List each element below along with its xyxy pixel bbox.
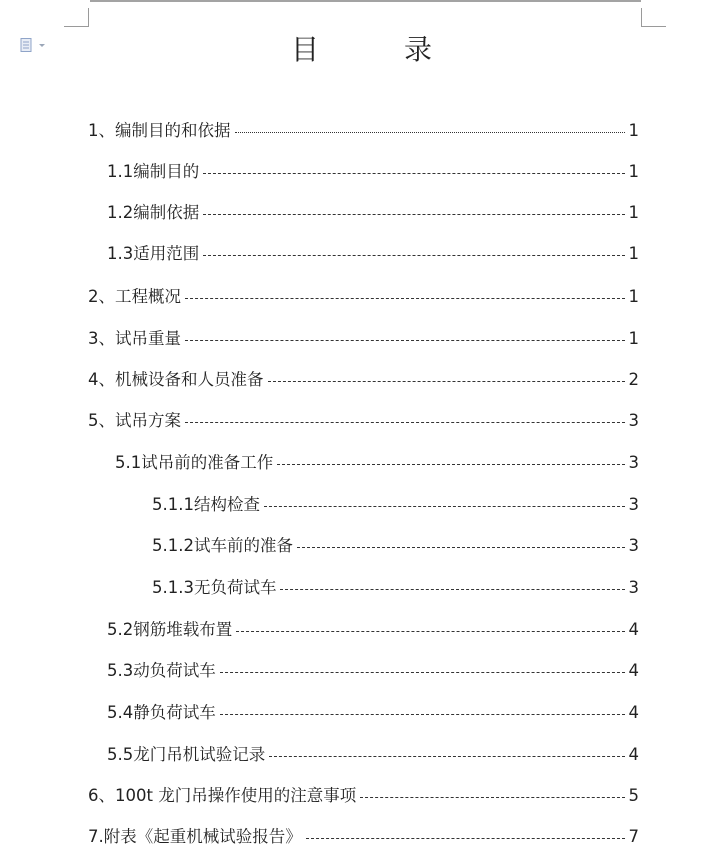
toc-leader (269, 756, 624, 757)
toc-leader (203, 255, 624, 256)
toc-entry-5-2[interactable] (107, 619, 639, 641)
toc-leader (185, 340, 625, 341)
toc-entry-1[interactable] (88, 120, 639, 142)
toc-leader (264, 506, 625, 507)
toc-entry-page: 3 (628, 411, 639, 430)
toc-leader (235, 132, 625, 133)
toc-leader (236, 631, 624, 632)
toc-entry-5-1-2[interactable] (152, 535, 639, 557)
toc-entry-page: 4 (628, 745, 639, 764)
toc-entry-3[interactable] (88, 328, 639, 350)
toc-entry-label: 5.1.3无负荷试车 (152, 578, 277, 597)
toc-leader (185, 422, 625, 423)
toc-entry-page: 4 (628, 620, 639, 639)
toc-leader (280, 589, 624, 590)
toc-entry-page: 7 (628, 827, 639, 846)
toc-entry-label: 3、试吊重量 (88, 329, 181, 348)
toc-entry-5-1-1[interactable] (152, 494, 639, 516)
page-title: 目 录 (291, 33, 470, 66)
toc-leader (203, 214, 624, 215)
toc-entry-6[interactable] (88, 785, 639, 807)
toc-entry-page: 2 (628, 370, 639, 389)
toc-entry-label: 1.3适用范围 (107, 244, 200, 263)
toc-entry-page: 4 (628, 661, 639, 680)
toc-entry-2[interactable] (88, 286, 639, 308)
toc-entry-label: 6、100t 龙门吊操作使用的注意事项 (88, 786, 357, 805)
toc-leader (220, 672, 625, 673)
toc-entry-5-1-3[interactable] (152, 577, 639, 599)
toc-entry-label: 5.1试吊前的准备工作 (115, 453, 274, 472)
toc-leader (185, 298, 625, 299)
toc-entry-page: 5 (628, 786, 639, 805)
toc-entry-page: 1 (628, 121, 639, 140)
crop-mark-top-left (64, 8, 89, 27)
toc-entry-5[interactable] (88, 410, 639, 432)
toc-entry-label: 2、工程概况 (88, 287, 181, 306)
toc-entry-page: 1 (628, 244, 639, 263)
toc-entry-label: 5.5龙门吊机试验记录 (107, 745, 266, 764)
toc-entry-label: 5.1.1结构检查 (152, 495, 260, 514)
toc-leader (360, 797, 624, 798)
toc-leader (297, 547, 625, 548)
toc-entry-4[interactable] (88, 369, 639, 391)
toc-entry-label: 5.2钢筋堆载布置 (107, 620, 233, 639)
toc-entry-page: 3 (628, 536, 639, 555)
toc-entry-label: 5.1.2试车前的准备 (152, 536, 293, 555)
toc-entry-label: 1.1编制目的 (107, 162, 200, 181)
toc-leader (277, 464, 624, 465)
toc-entry-page: 1 (628, 329, 639, 348)
toc-entry-page: 3 (628, 495, 639, 514)
toc-entry-1-2[interactable] (107, 202, 639, 224)
toc-entry-page: 1 (628, 162, 639, 181)
toc-entry-1-1[interactable] (107, 161, 639, 183)
toc-entry-5-4[interactable] (107, 702, 639, 724)
toc-entry-page: 3 (628, 578, 639, 597)
toc-entry-label: 4、机械设备和人员准备 (88, 370, 264, 389)
toc-entry-7[interactable] (88, 826, 639, 848)
toc-entry-5-1[interactable] (115, 452, 639, 474)
toc-entry-5-3[interactable] (107, 660, 639, 682)
toc-entry-page: 3 (628, 453, 639, 472)
toc-entry-label: 1.2编制依据 (107, 203, 200, 222)
toc-entry-1-3[interactable] (107, 243, 639, 265)
toc-leader (306, 838, 625, 839)
toc-leader (203, 173, 624, 174)
toc-entry-label: 1、编制目的和依据 (88, 121, 231, 140)
crop-mark-top-right (641, 8, 666, 27)
toc-entry-page: 4 (628, 703, 639, 722)
toc-entry-page: 1 (628, 287, 639, 306)
toc-entry-label: 5、试吊方案 (88, 411, 181, 430)
toc-entry-page: 1 (628, 203, 639, 222)
toc-leader (220, 714, 625, 715)
header-text-strip (90, 0, 641, 4)
toc-entry-5-5[interactable] (107, 744, 639, 766)
toc-entry-label: 5.3动负荷试车 (107, 661, 216, 680)
toc-entry-label: 5.4静负荷试车 (107, 703, 216, 722)
toc-entry-label: 7.附表《起重机械试验报告》 (88, 827, 302, 846)
toc-leader (268, 381, 625, 382)
